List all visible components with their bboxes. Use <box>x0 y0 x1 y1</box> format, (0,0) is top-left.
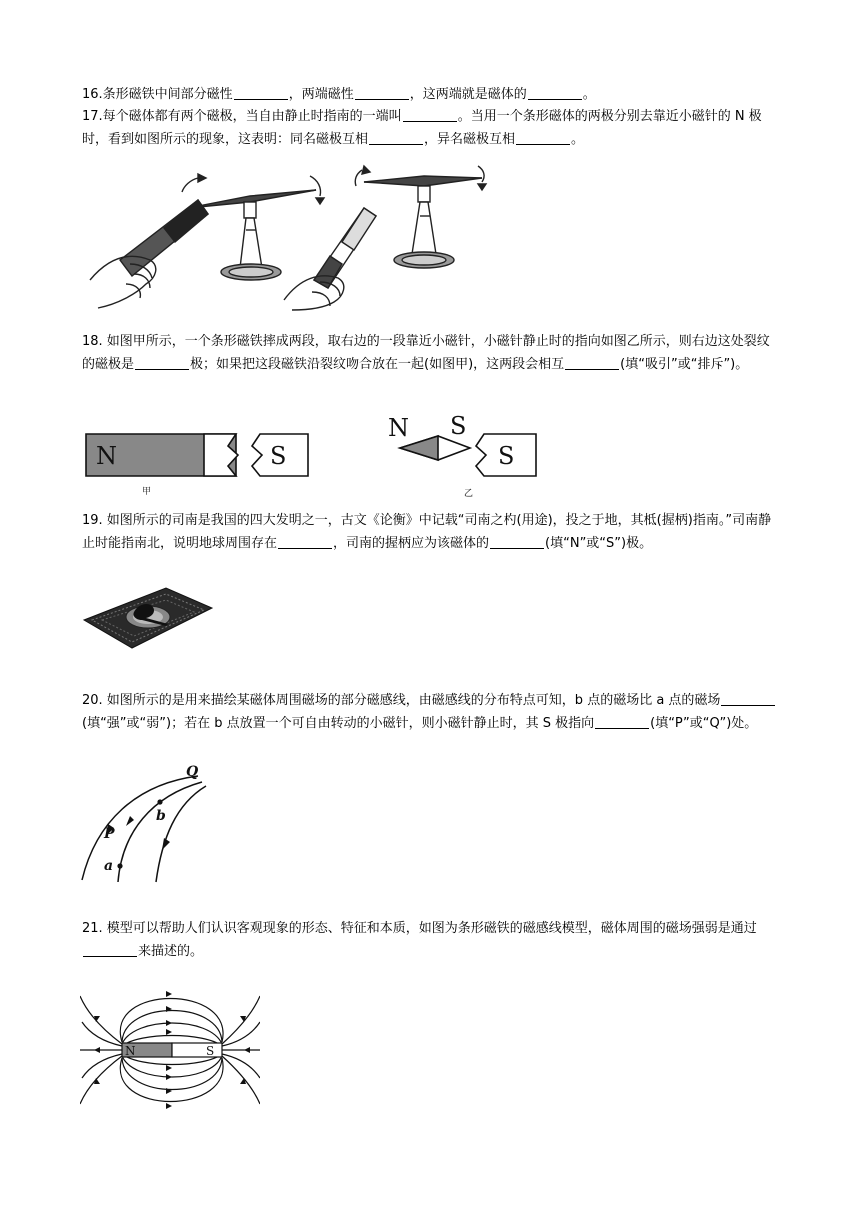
label-q: Q <box>186 764 199 780</box>
yi-caption: 乙 <box>464 489 474 498</box>
q20-field-lines-figure <box>80 762 220 884</box>
q21-text-1: 21. 模型可以帮助人们认识客观现象的形态、特征和本质，如图为条形磁铁的磁感线模型，磁体周围的磁场强弱是通过 <box>82 921 757 936</box>
q17-text-3: ，异名磁极互相 <box>424 131 516 147</box>
q16-blank-1[interactable] <box>234 85 288 100</box>
question-21 <box>82 918 782 963</box>
question-20 <box>82 690 782 735</box>
q20-text-1: 20. 如图所示的是用来描绘某磁体周围磁场的部分磁感线，由磁感线的分布特点可知，b 点的磁场比 a 点的磁场 <box>82 693 721 708</box>
magnet-n-label: N <box>125 1044 136 1058</box>
q17-text-1: 17.每个磁体都有两个磁极，当自由静止时指南的一端叫 <box>82 109 402 124</box>
question-19 <box>82 510 782 555</box>
q19-sinan-figure <box>82 584 214 650</box>
q17-magnet-figure <box>80 160 500 312</box>
q19-blank-1[interactable] <box>278 534 332 549</box>
q17-blank-2[interactable] <box>369 130 423 145</box>
q16-text-4: 。 <box>582 87 596 102</box>
q18-broken-magnet-figure <box>82 412 552 498</box>
q20-blank-1[interactable] <box>721 691 775 706</box>
q19-text-2: ，司南的握柄应为该磁体的 <box>333 535 490 551</box>
q21-bar-magnet-field-figure <box>80 986 260 1132</box>
q18-blank-1[interactable] <box>135 355 189 370</box>
field-line-1 <box>82 776 198 880</box>
q17-blank-3[interactable] <box>516 130 570 145</box>
q21-blank-1[interactable] <box>83 942 137 957</box>
q16-blank-2[interactable] <box>355 85 409 100</box>
q16-text-3: ，这两端就是磁体的 <box>409 87 527 102</box>
label-a: a <box>104 858 114 874</box>
figure-yi <box>388 412 536 498</box>
question-17 <box>82 106 782 151</box>
label-b: b <box>156 808 166 824</box>
question-18 <box>82 331 782 376</box>
field-line-2 <box>118 782 202 882</box>
q21-text-2: 来描述的。 <box>138 943 204 959</box>
figure-jia <box>86 434 308 497</box>
right-hand-magnet <box>284 208 376 310</box>
label-p: P <box>104 826 115 842</box>
q16-text-1: 16.条形磁铁中间部分磁性 <box>82 87 233 102</box>
q20-text-3: (填“P”或“Q”)处。 <box>650 715 758 731</box>
magnet-s-label: S <box>206 1044 215 1058</box>
yi-needle-n-label: N <box>388 414 409 442</box>
question-16 <box>82 84 782 107</box>
q19-text-1: 19. 如图所示的司南是我国的四大发明之一，古文《论衡》中记载“司南之杓(用途)，投之于地，其柢(握柄)指南。”司南静止时能指南北，说明地球周围存在 <box>82 513 772 551</box>
point-a-dot <box>117 863 122 868</box>
q19-blank-2[interactable] <box>490 534 544 549</box>
magnet-s-half <box>172 1043 222 1057</box>
q17-text-2: 。当用一个条形磁体的两极分别去靠近小磁针的 N 极时，看到如图所示的现象，这表明：同名磁极互相 <box>82 109 762 147</box>
q16-text-2: ，两端磁性 <box>288 87 354 102</box>
yi-needle-s-label: S <box>450 412 467 440</box>
jia-right-s-label: S <box>270 442 287 470</box>
q17-text-4: 。 <box>571 131 585 147</box>
q20-text-2: (填“强”或“弱”)；若在 b 点放置一个可自由转动的小磁针，则小磁针静止时，其 S 极指向 <box>82 715 595 731</box>
left-compass <box>182 174 324 280</box>
q20-blank-2[interactable] <box>595 714 649 729</box>
q16-blank-3[interactable] <box>528 85 582 100</box>
q18-text-1: 18. 如图甲所示，一个条形磁铁摔成两段，取右边的一段靠近小磁针，小磁针静止时的指向如图乙所示，则右边这处裂纹的磁极是 <box>82 334 770 372</box>
q18-text-2: 极；如果把这段磁铁沿裂纹吻合放在一起(如图甲)，这两段会相互 <box>190 356 565 372</box>
q18-blank-2[interactable] <box>565 355 619 370</box>
q18-text-3: (填“吸引”或“排斥”)。 <box>620 356 749 372</box>
jia-left-n-label: N <box>96 442 117 470</box>
yi-piece-s-label: S <box>498 442 515 470</box>
jia-caption: 甲 <box>142 487 152 497</box>
q19-text-3: (填“N”或“S”)极。 <box>545 535 653 551</box>
point-b-dot <box>157 799 162 804</box>
left-hand-magnet <box>90 200 208 308</box>
q17-blank-1[interactable] <box>403 107 457 122</box>
